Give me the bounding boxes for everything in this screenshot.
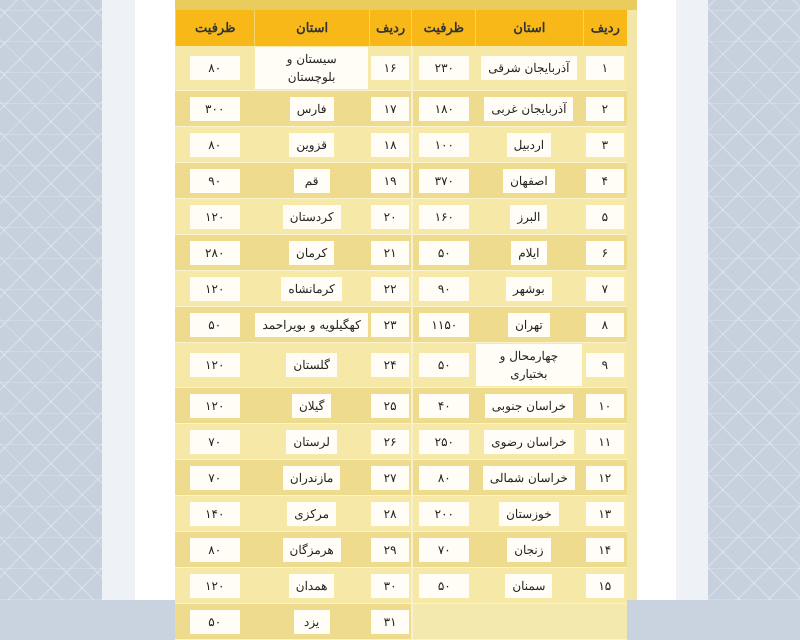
row-number-cell-text: ۲ bbox=[586, 97, 624, 121]
row-number-cell bbox=[583, 343, 627, 388]
row-number-cell bbox=[369, 46, 412, 91]
province-cell-text: کرمانشاه bbox=[281, 277, 341, 301]
capacity-cell-text: ۱۲۰ bbox=[190, 394, 240, 418]
province-cell bbox=[475, 460, 582, 496]
left-patterned-background bbox=[0, 0, 102, 600]
province-cell-text: کردستان bbox=[283, 205, 341, 229]
header-province-1: استان bbox=[475, 10, 582, 46]
capacity-cell bbox=[411, 604, 475, 640]
capacity-cell-text: ۸۰ bbox=[190, 56, 240, 80]
province-cell bbox=[475, 343, 582, 388]
province-cell-text: گیلان bbox=[292, 394, 331, 418]
capacity-cell bbox=[175, 127, 254, 163]
province-cell-text: تهران bbox=[508, 313, 550, 337]
row-number-cell-text: ۱۶ bbox=[371, 56, 409, 80]
row-number-cell bbox=[583, 91, 627, 127]
table-row bbox=[175, 235, 627, 271]
province-cell bbox=[254, 91, 368, 127]
province-cell-text: زنجان bbox=[507, 538, 550, 562]
province-cell-text: خراسان جنوبی bbox=[485, 394, 573, 418]
capacity-cell bbox=[411, 532, 475, 568]
province-cell bbox=[475, 568, 582, 604]
row-number-cell bbox=[583, 496, 627, 532]
capacity-cell-text: ۱۲۰ bbox=[190, 277, 240, 301]
header-province-2: استان bbox=[254, 10, 368, 46]
province-cell-text: هرمزگان bbox=[283, 538, 341, 562]
row-number-cell-text: ۶ bbox=[586, 241, 624, 265]
row-number-cell bbox=[369, 127, 412, 163]
row-number-cell bbox=[583, 46, 627, 91]
province-cell-text: آذربایجان غربی bbox=[484, 97, 573, 121]
province-cell bbox=[254, 604, 368, 640]
province-cell-text: فارس bbox=[290, 97, 334, 121]
capacity-cell bbox=[411, 127, 475, 163]
capacity-cell bbox=[175, 568, 254, 604]
province-cell-text: خراسان رضوی bbox=[484, 430, 573, 454]
capacity-cell bbox=[411, 568, 475, 604]
table-body bbox=[175, 46, 627, 640]
province-cell bbox=[475, 127, 582, 163]
row-number-cell-text: ۲۹ bbox=[371, 538, 409, 562]
capacity-cell-text: ۵۰ bbox=[190, 610, 240, 634]
table-row bbox=[175, 568, 627, 604]
capacity-cell-text: ۱۲۰ bbox=[190, 574, 240, 598]
province-cell bbox=[475, 46, 582, 91]
province-cell-text: البرز bbox=[510, 205, 547, 229]
row-number-cell bbox=[583, 199, 627, 235]
row-number-cell-text: ۲۵ bbox=[371, 394, 409, 418]
province-cell-text: بوشهر bbox=[506, 277, 552, 301]
capacity-cell bbox=[411, 91, 475, 127]
province-cell bbox=[475, 388, 582, 424]
row-number-cell-text: ۲۲ bbox=[371, 277, 409, 301]
capacity-cell-text: ۱۸۰ bbox=[419, 97, 469, 121]
row-number-cell-text: ۷ bbox=[586, 277, 624, 301]
capacity-cell-text: ۷۰ bbox=[190, 466, 240, 490]
table-title-strip bbox=[175, 0, 637, 10]
province-cell-text: گلستان bbox=[286, 353, 336, 377]
province-cell-text: مرکزی bbox=[287, 502, 336, 526]
row-number-cell-text: ۱۱ bbox=[586, 430, 624, 454]
province-cell bbox=[254, 460, 368, 496]
row-number-cell bbox=[583, 388, 627, 424]
province-cell bbox=[254, 199, 368, 235]
table-row bbox=[175, 163, 627, 199]
capacity-cell-text: ۸۰ bbox=[190, 538, 240, 562]
row-number-cell bbox=[369, 91, 412, 127]
capacity-cell-text: ۹۰ bbox=[190, 169, 240, 193]
province-cell bbox=[254, 271, 368, 307]
province-cell bbox=[254, 568, 368, 604]
row-number-cell-text: ۲۰ bbox=[371, 205, 409, 229]
capacity-cell-text: ۱۲۰ bbox=[190, 205, 240, 229]
table-row bbox=[175, 604, 627, 640]
capacity-cell bbox=[175, 460, 254, 496]
province-cell-text: خراسان شمالی bbox=[483, 466, 575, 490]
capacity-cell-text: ۸۰ bbox=[190, 133, 240, 157]
capacity-cell bbox=[175, 496, 254, 532]
capacity-cell-text: ۹۰ bbox=[419, 277, 469, 301]
capacity-cell-text: ۳۰۰ bbox=[190, 97, 240, 121]
province-cell-text: چهارمحال و بختیاری bbox=[476, 344, 581, 386]
province-cell-text: خوزستان bbox=[499, 502, 559, 526]
capacity-cell-text: ۲۳۰ bbox=[419, 56, 469, 80]
capacity-cell bbox=[175, 343, 254, 388]
row-number-cell bbox=[369, 532, 412, 568]
row-number-cell bbox=[369, 568, 412, 604]
capacity-cell-text: ۸۰ bbox=[419, 466, 469, 490]
capacity-cell bbox=[411, 271, 475, 307]
province-cell-text: اصفهان bbox=[503, 169, 555, 193]
capacity-cell bbox=[175, 163, 254, 199]
row-number-cell bbox=[369, 496, 412, 532]
table-row bbox=[175, 496, 627, 532]
province-capacity-table bbox=[175, 10, 627, 640]
province-cell bbox=[475, 307, 582, 343]
row-number-cell bbox=[583, 604, 627, 640]
capacity-cell bbox=[175, 271, 254, 307]
row-number-cell-text: ۸ bbox=[586, 313, 624, 337]
province-cell-text: اردبیل bbox=[507, 133, 552, 157]
province-cell bbox=[254, 496, 368, 532]
row-number-cell bbox=[369, 307, 412, 343]
province-cell bbox=[254, 46, 368, 91]
province-cell-text: همدان bbox=[289, 574, 335, 598]
capacity-cell-text: ۵۰ bbox=[190, 313, 240, 337]
capacity-cell-text: ۱۶۰ bbox=[419, 205, 469, 229]
row-number-cell bbox=[369, 235, 412, 271]
table-row bbox=[175, 127, 627, 163]
province-cell bbox=[475, 496, 582, 532]
province-cell-text: ایلام bbox=[511, 241, 547, 265]
header-capacity-1: ظرفیت bbox=[411, 10, 475, 46]
row-number-cell bbox=[369, 424, 412, 460]
row-number-cell-text: ۴ bbox=[586, 169, 624, 193]
header-row-number-1: ردیف bbox=[583, 10, 627, 46]
province-cell-text: یزد bbox=[294, 610, 330, 634]
row-number-cell-text: ۱۲ bbox=[586, 466, 624, 490]
right-patterned-background bbox=[708, 0, 800, 600]
province-cell-text: مازندران bbox=[283, 466, 340, 490]
row-number-cell bbox=[583, 568, 627, 604]
province-cell bbox=[475, 199, 582, 235]
row-number-cell-text: ۳۰ bbox=[371, 574, 409, 598]
row-number-cell bbox=[583, 424, 627, 460]
province-cell bbox=[475, 604, 582, 640]
row-number-cell bbox=[583, 271, 627, 307]
table-row bbox=[175, 460, 627, 496]
table-row bbox=[175, 199, 627, 235]
row-number-cell bbox=[583, 127, 627, 163]
header-row-number-2: ردیف bbox=[369, 10, 412, 46]
province-cell bbox=[475, 532, 582, 568]
capacity-cell-text: ۵۰ bbox=[419, 574, 469, 598]
table-header-row bbox=[175, 10, 627, 46]
row-number-cell bbox=[583, 532, 627, 568]
capacity-cell bbox=[175, 46, 254, 91]
table-row bbox=[175, 388, 627, 424]
row-number-cell-text: ۱۸ bbox=[371, 133, 409, 157]
row-number-cell-text: ۱۴ bbox=[586, 538, 624, 562]
province-cell-text: آذربایجان شرقی bbox=[481, 56, 576, 80]
province-cell bbox=[254, 424, 368, 460]
row-number-cell bbox=[583, 307, 627, 343]
row-number-cell-text: ۱ bbox=[586, 56, 624, 80]
row-number-cell bbox=[369, 388, 412, 424]
row-number-cell-text: ۲۶ bbox=[371, 430, 409, 454]
province-cell bbox=[475, 424, 582, 460]
row-number-cell-text: ۲۷ bbox=[371, 466, 409, 490]
province-cell-text: لرستان bbox=[286, 430, 336, 454]
province-cell bbox=[475, 91, 582, 127]
capacity-cell-text: ۵۰ bbox=[419, 353, 469, 377]
province-cell bbox=[475, 235, 582, 271]
table-row bbox=[175, 46, 627, 91]
row-number-cell bbox=[583, 235, 627, 271]
capacity-cell bbox=[411, 307, 475, 343]
province-cell bbox=[254, 388, 368, 424]
province-cell bbox=[475, 163, 582, 199]
row-number-cell-text: ۱۳ bbox=[586, 502, 624, 526]
province-cell bbox=[254, 532, 368, 568]
capacity-cell bbox=[411, 46, 475, 91]
province-cell-text: قم bbox=[294, 169, 330, 193]
capacity-cell-text: ۲۸۰ bbox=[190, 241, 240, 265]
capacity-cell bbox=[175, 532, 254, 568]
province-cell bbox=[254, 343, 368, 388]
row-number-cell-text: ۲۳ bbox=[371, 313, 409, 337]
capacity-cell-text: ۱۱۵۰ bbox=[419, 313, 469, 337]
row-number-cell bbox=[369, 271, 412, 307]
capacity-cell bbox=[411, 199, 475, 235]
row-number-cell-text: ۳ bbox=[586, 133, 624, 157]
row-number-cell bbox=[369, 460, 412, 496]
row-number-cell bbox=[583, 163, 627, 199]
row-number-cell bbox=[369, 163, 412, 199]
capacity-cell bbox=[175, 388, 254, 424]
table-row bbox=[175, 271, 627, 307]
capacity-cell bbox=[175, 307, 254, 343]
capacity-cell-text: ۱۰۰ bbox=[419, 133, 469, 157]
capacity-cell bbox=[411, 424, 475, 460]
province-cell-text: قزوین bbox=[289, 133, 334, 157]
capacity-table-image bbox=[175, 0, 637, 629]
row-number-cell bbox=[369, 199, 412, 235]
row-number-cell-text: ۱۹ bbox=[371, 169, 409, 193]
capacity-cell bbox=[411, 460, 475, 496]
table-row bbox=[175, 424, 627, 460]
row-number-cell-text: ۹ bbox=[586, 353, 624, 377]
province-cell-text: سمنان bbox=[505, 574, 552, 598]
province-cell bbox=[254, 307, 368, 343]
row-number-cell-text: ۲۸ bbox=[371, 502, 409, 526]
row-number-cell-text: ۲۱ bbox=[371, 241, 409, 265]
capacity-cell bbox=[175, 91, 254, 127]
row-number-cell-text: ۵ bbox=[586, 205, 624, 229]
capacity-cell-text: ۵۰ bbox=[419, 241, 469, 265]
capacity-cell-text: ۳۷۰ bbox=[419, 169, 469, 193]
capacity-cell bbox=[411, 388, 475, 424]
capacity-cell-text: ۷۰ bbox=[190, 430, 240, 454]
province-cell-text: کهگیلویه و بویراحمد bbox=[255, 313, 367, 337]
capacity-cell bbox=[175, 235, 254, 271]
capacity-cell-text: ۲۵۰ bbox=[419, 430, 469, 454]
capacity-cell bbox=[411, 235, 475, 271]
table-row bbox=[175, 532, 627, 568]
row-number-cell-text: ۱۰ bbox=[586, 394, 624, 418]
row-number-cell bbox=[583, 460, 627, 496]
row-number-cell bbox=[369, 343, 412, 388]
province-cell bbox=[475, 271, 582, 307]
capacity-cell bbox=[411, 343, 475, 388]
capacity-cell-text: ۱۲۰ bbox=[190, 353, 240, 377]
row-number-cell-text: ۳۱ bbox=[371, 610, 409, 634]
capacity-cell bbox=[175, 199, 254, 235]
row-number-cell-text: ۱۷ bbox=[371, 97, 409, 121]
province-cell bbox=[254, 163, 368, 199]
capacity-cell-text: ۷۰ bbox=[419, 538, 469, 562]
capacity-cell-text: ۱۴۰ bbox=[190, 502, 240, 526]
row-number-cell bbox=[369, 604, 412, 640]
table-row bbox=[175, 91, 627, 127]
province-cell-text: کرمان bbox=[289, 241, 334, 265]
row-number-cell-text: ۲۴ bbox=[371, 353, 409, 377]
province-cell-text: سیستان و بلوچستان bbox=[255, 47, 367, 89]
capacity-cell-text: ۴۰ bbox=[419, 394, 469, 418]
capacity-cell bbox=[411, 496, 475, 532]
row-number-cell-text: ۱۵ bbox=[586, 574, 624, 598]
capacity-cell bbox=[175, 604, 254, 640]
table-row bbox=[175, 307, 627, 343]
capacity-cell-text: ۲۰۰ bbox=[419, 502, 469, 526]
province-cell bbox=[254, 235, 368, 271]
table-row bbox=[175, 343, 627, 388]
capacity-cell bbox=[175, 424, 254, 460]
header-capacity-2: ظرفیت bbox=[175, 10, 254, 46]
capacity-cell bbox=[411, 163, 475, 199]
province-cell bbox=[254, 127, 368, 163]
